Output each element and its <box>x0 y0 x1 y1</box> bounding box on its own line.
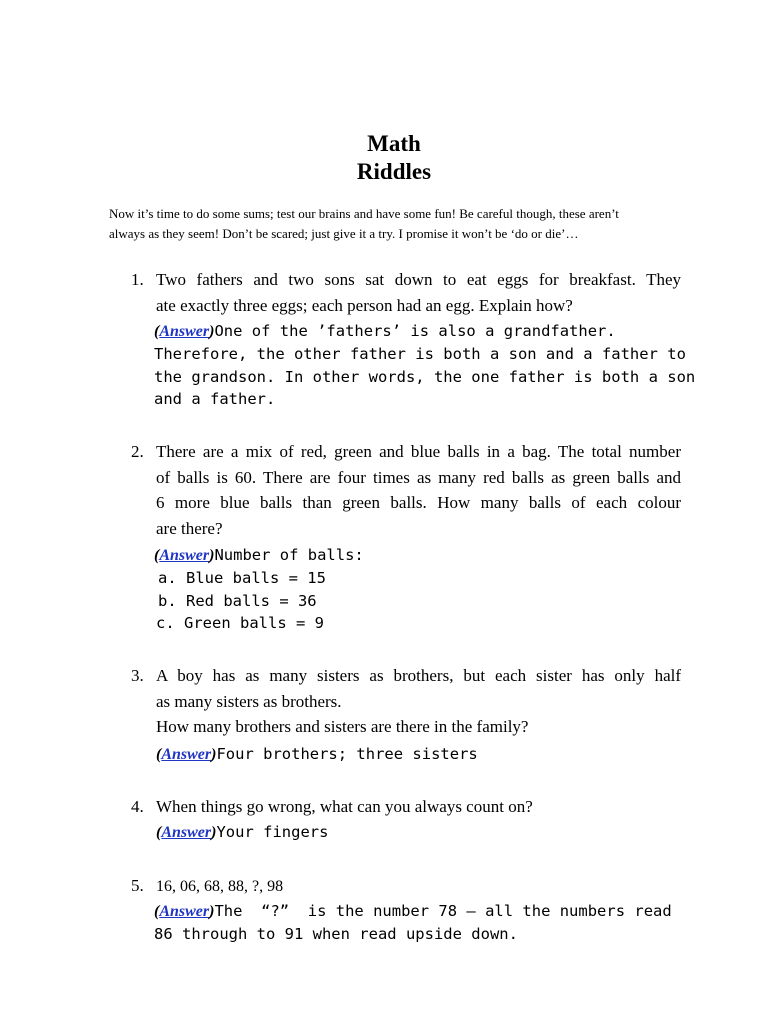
question-2-answer <box>154 544 694 634</box>
question-5-answer <box>154 900 694 946</box>
question-1-text <box>156 267 681 318</box>
question-4-text <box>156 794 681 820</box>
answer-link[interactable]: Answer <box>161 746 212 763</box>
question-5-answer-line-2: 86 through to 91 when read upside down. <box>154 925 518 944</box>
question-5-answer-line-1: The “?” is the number 78 – all the numbers read <box>214 902 672 920</box>
answer-link[interactable]: Answer <box>159 547 210 564</box>
question-2-sub-item-b: b. Red balls = 36 <box>158 591 317 610</box>
question-2-line-2: of balls is 60. There are four times as many red balls as green balls and <box>156 467 681 487</box>
question-2-line-4: are there? <box>156 518 223 538</box>
answer-tag: (Answer) <box>154 323 215 340</box>
question-3-line-2: as many sisters as brothers. <box>156 691 342 711</box>
answer-link[interactable]: Answer <box>161 824 212 841</box>
answer-tag: (Answer) <box>154 547 215 564</box>
question-1-answer-line-4: and a father. <box>154 389 276 408</box>
question-2-sub-item-c: c. Green balls = 9 <box>156 613 324 632</box>
question-1-answer-line-3: the grandson. In other words, the one father is both a son <box>154 367 696 386</box>
question-3-text <box>156 663 681 740</box>
answer-link[interactable]: Answer <box>159 903 210 920</box>
question-3-number: 3. <box>131 666 144 685</box>
question-1-answer-line-1: One of the ’fathers’ is also a grandfather. <box>214 322 616 340</box>
question-3-answer <box>156 743 696 766</box>
question-2-line-1: There are a mix of red, green and blue balls in a bag. The total number <box>156 442 681 461</box>
question-2-sub-item-a: a. Blue balls = 15 <box>158 569 326 588</box>
intro-line-1: Now it’s time to do some sums; test our brains and have some fun! Be careful though, these aren’t <box>109 206 619 221</box>
question-1-number: 1. <box>131 270 144 289</box>
question-5-line-1: 16, 06, 68, 88, ?, 98 <box>156 878 284 895</box>
intro-line-2: always as they seem! Don’t be scared; just give it a try. I promise it won’t be ‘do or die’… <box>109 225 579 241</box>
answer-link[interactable]: Answer <box>159 323 210 340</box>
question-2-line-3: 6 more blue balls than green balls. How many balls of each colour <box>156 493 681 513</box>
answer-tag: (Answer) <box>154 903 215 920</box>
answer-tag: (Answer) <box>156 824 217 841</box>
intro-paragraph <box>109 204 654 243</box>
question-2-answer-line-1: Number of balls: <box>214 546 364 564</box>
question-1-line-2: ate exactly three eggs; each person had an egg. Explain how? <box>156 295 573 315</box>
question-2-text <box>156 439 681 541</box>
question-4-line-1: When things go wrong, what can you always count on? <box>156 797 533 816</box>
question-3-line-3: How many brothers and sisters are there in the family? <box>156 717 529 737</box>
question-1-answer-line-2: Therefore, the other father is both a son and a father to <box>154 345 686 364</box>
question-3-answer-line-1: Four brothers; three sisters <box>216 745 478 763</box>
question-2-number: 2. <box>131 442 144 461</box>
question-5-text <box>156 874 681 900</box>
question-4-answer <box>156 821 696 844</box>
title-line-2: Riddles <box>356 159 432 184</box>
question-4-answer-line-1: Your fingers <box>216 823 329 841</box>
question-1-line-1: Two fathers and two sons sat down to eat eggs for breakfast. They <box>156 270 681 289</box>
question-5-number: 5. <box>131 876 144 895</box>
title-line-1: Math <box>367 131 421 156</box>
question-3-line-1: A boy has as many sisters as brothers, but each sister has only half <box>156 666 681 685</box>
question-1-answer <box>154 320 694 410</box>
answer-tag: (Answer) <box>156 746 217 763</box>
question-4-number: 4. <box>131 797 144 816</box>
